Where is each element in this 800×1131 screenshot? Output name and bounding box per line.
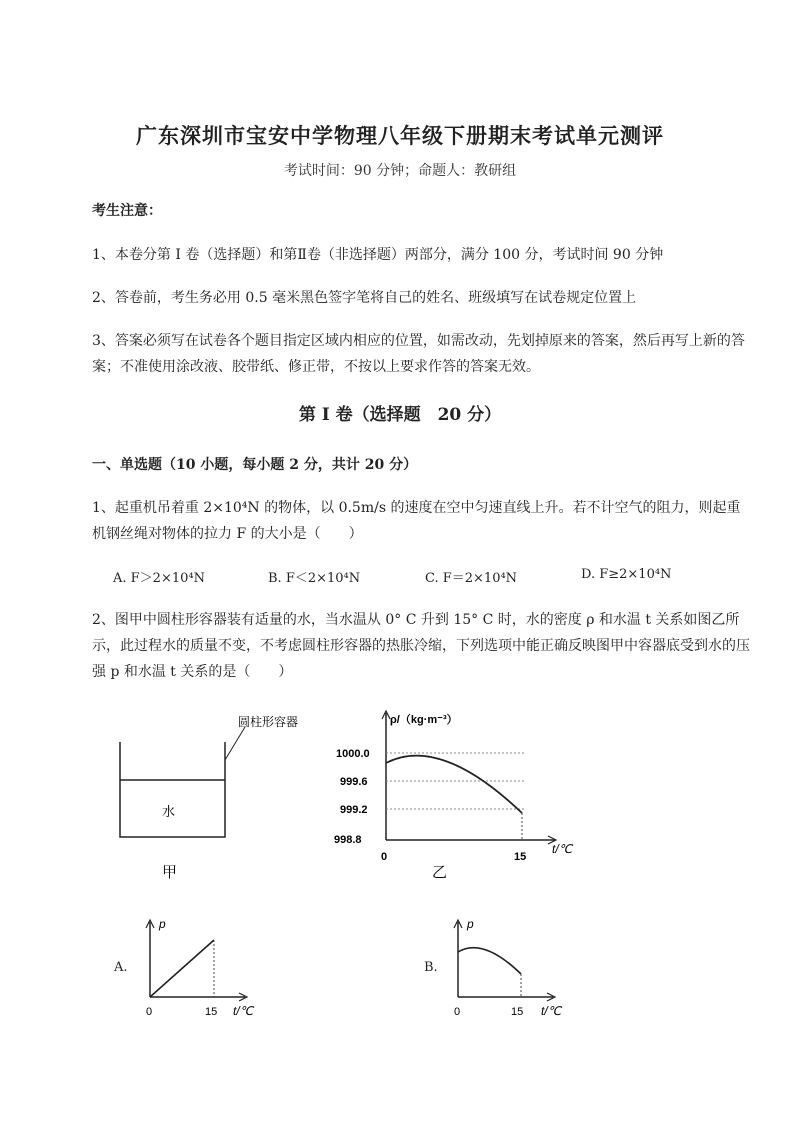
density-curve [386,756,522,813]
figure-yi-caption: 乙 [432,864,448,881]
water-label: 水 [162,804,176,819]
option-a-xtick-15: 15 [205,1006,218,1018]
group-heading: 一、单选题（10 小题，每小题 2 分，共计 20 分） [92,457,418,473]
yi-xtick-0: 0 [381,851,388,863]
figure-jia [110,712,320,892]
q1-option-c[interactable]: C. F＝2×10⁴N [425,571,518,586]
yi-xlabel: t/℃ [552,842,573,856]
container-label: 圆柱形容器 [238,715,299,729]
yi-xtick-15: 15 [514,851,527,863]
notice-item-2: 2、答卷前，考生务必用 0.5 毫米黑色签字笔将自己的姓名、班级填写在试卷规定位置上 [92,290,637,306]
yi-ytick-1000: 1000.0 [336,748,370,760]
q2-option-a-label[interactable]: A. [114,960,128,975]
q1-option-a[interactable]: A. F＞2×10⁴N [113,571,205,586]
q1-option-b[interactable]: B. F＜2×10⁴N [268,571,361,586]
option-a-xlabel: t/℃ [233,1004,254,1018]
figure-jia-caption: 甲 [162,864,178,881]
notice-heading: 考生注意： [92,203,162,219]
page-subtitle: 考试时间：90 分钟；命题人：教研组 [283,163,517,179]
section-title: 第 I 卷（选择题 20 分） [298,405,502,425]
option-a-graph[interactable] [135,912,275,1027]
notice-item-3: 3、答案必须写在试卷各个题目指定区域内相应的位置，如需改动，先划掉原来的答案，然后再写上新的答案；不准使用涂改液、胶带纸、修正带，不按以上要求作答的答案无效。 [92,333,745,375]
option-a-xtick-0: 0 [146,1006,153,1018]
option-a-ylabel: p [159,917,166,931]
question-1-text: 1、起重机吊着重 2×10⁴N 的物体，以 0.5m/s 的速度在空中匀速直线上升。若不计空气的阻力，则起重机钢丝绳对物体的拉力 F 的大小是（ ） [92,500,741,542]
q2-option-b-label[interactable]: B. [424,960,438,975]
option-a-line [150,940,214,997]
option-b-ylabel: p [467,917,474,931]
option-b-curve [458,948,521,974]
yi-ytick-998-8: 998.8 [334,834,362,846]
option-b-xlabel: t/℃ [541,1004,562,1018]
notice-item-1: 1、本卷分第 I 卷（选择题）和第Ⅱ卷（非选择题）两部分，满分 100 分，考试时间 90 分钟 [92,247,664,263]
page-title: 广东深圳市宝安中学物理八年级下册期末考试单元测评 [136,123,664,148]
yi-ylabel: ρ/（kg·m⁻³） [390,714,458,726]
option-b-xtick-0: 0 [454,1006,461,1018]
yi-ytick-999-2: 999.2 [340,804,368,816]
figure-yi [330,705,590,885]
option-b-graph[interactable] [443,912,583,1027]
yi-ytick-999-6: 999.6 [340,776,368,788]
question-2-text: 2、图甲中圆柱形容器装有适量的水，当水温从 0° C 升到 15° C 时，水的密度 ρ 和水温 t 关系如图乙所示，此过程水的质量不变，不考虑圆柱形容器的热胀冷缩，下列选项中能正确反映图甲中容器底受到水的压强 p 和水温 t 关系的是（ ） [92,612,750,680]
option-b-xtick-15: 15 [511,1006,524,1018]
q1-option-d[interactable]: D. F≥2×10⁴N [581,567,672,582]
